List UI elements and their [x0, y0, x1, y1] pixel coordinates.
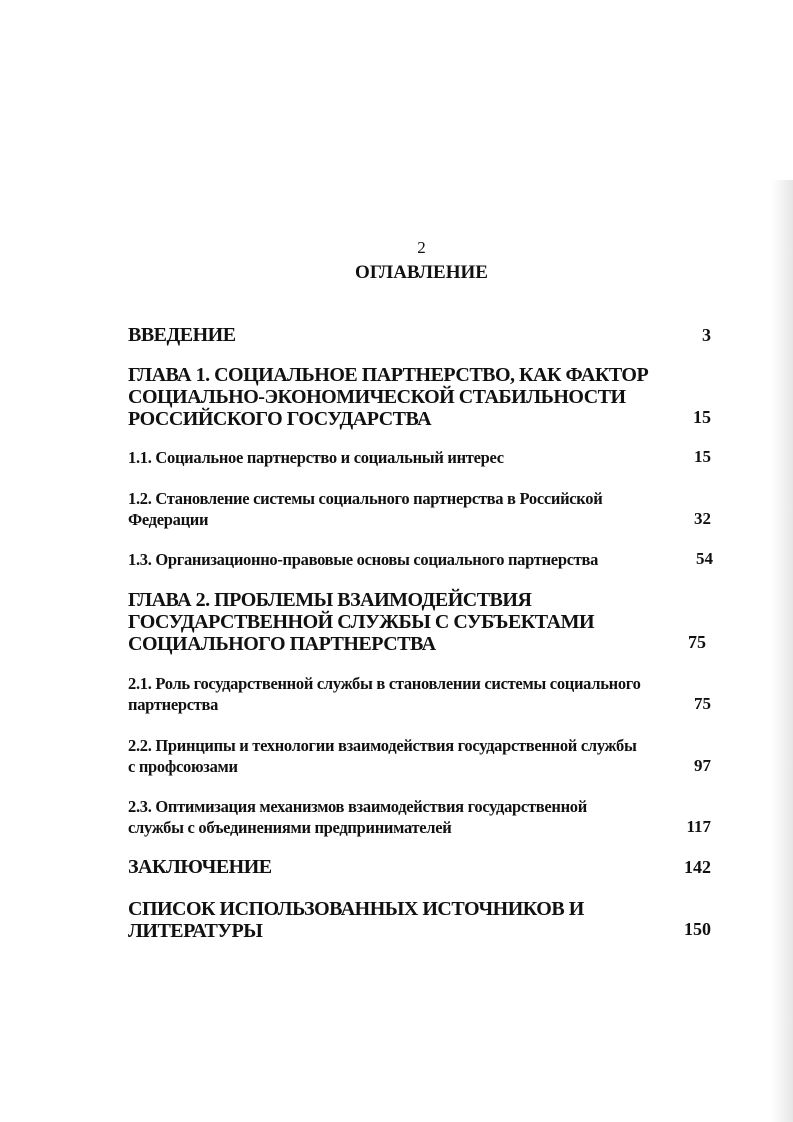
toc-entry-page: 142 — [684, 857, 711, 877]
toc-entry-text: 2.1. Роль государственной службы в становлении системы социального — [128, 674, 641, 693]
toc-entry-text: 2.3. Оптимизация механизмов взаимодействия государственной — [128, 797, 587, 816]
toc-entry-page: 3 — [702, 325, 711, 345]
toc-entry-text: 1.3. Организационно-правовые основы социального партнерства — [128, 550, 599, 569]
toc-entry-text: ГЛАВА 1. СОЦИАЛЬНОЕ ПАРТНЕРСТВО, КАК ФАКТОР — [128, 364, 649, 386]
toc-entry-text: СОЦИАЛЬНОГО ПАРТНЕРСТВА — [128, 633, 436, 655]
toc-title: ОГЛАВЛЕНИЕ — [355, 262, 488, 283]
toc-entry-page: 54 — [696, 549, 713, 568]
toc-entry-text: ЛИТЕРАТУРЫ — [128, 920, 263, 942]
toc-entry-introduction[interactable] — [128, 324, 236, 346]
toc-entry-section-1-3[interactable] — [128, 549, 598, 570]
toc-entry-page: 117 — [686, 817, 711, 836]
toc-entry-text: Федерации — [128, 510, 209, 529]
toc-entry-text: СПИСОК ИСПОЛЬЗОВАННЫХ ИСТОЧНИКОВ И — [128, 898, 584, 920]
toc-entry-text: партнерства — [128, 695, 219, 714]
toc-entry-page: 32 — [694, 509, 711, 528]
toc-entry-text: РОССИЙСКОГО ГОСУДАРСТВА — [128, 408, 432, 430]
toc-entry-page: 75 — [694, 694, 711, 713]
toc-entry-section-2-2[interactable] — [128, 735, 637, 777]
toc-entry-bibliography[interactable] — [128, 898, 584, 942]
toc-entry-section-1-2[interactable] — [128, 488, 602, 530]
toc-entry-text: 2.2. Принципы и технологии взаимодействия государственной службы — [128, 736, 637, 755]
toc-entry-text: ГОСУДАРСТВЕННОЙ СЛУЖБЫ С СУБЪЕКТАМИ — [128, 611, 595, 633]
toc-entry-page: 97 — [694, 756, 711, 775]
toc-entry-chapter-1[interactable] — [128, 364, 648, 430]
toc-entry-page: 15 — [694, 447, 711, 466]
toc-entry-section-2-1[interactable] — [128, 673, 641, 715]
toc-entry-text: службы с объединениями предпринимателей — [128, 818, 452, 837]
toc-entry-text: с профсоюзами — [128, 757, 238, 776]
toc-entry-text: 1.1. Социальное партнерство и социальный интерес — [128, 448, 504, 467]
scan-edge-shadow — [771, 180, 793, 1122]
toc-entry-text: ВВЕДЕНИЕ — [128, 324, 236, 346]
toc-entry-page: 15 — [693, 407, 711, 427]
page-number: 2 — [417, 238, 426, 257]
toc-entry-text: ГЛАВА 2. ПРОБЛЕМЫ ВЗАИМОДЕЙСТВИЯ — [128, 589, 532, 611]
toc-entry-conclusion[interactable] — [128, 856, 272, 878]
toc-entry-page: 75 — [688, 632, 706, 652]
toc-entry-text: ЗАКЛЮЧЕНИЕ — [128, 856, 272, 878]
toc-entry-text: 1.2. Становление системы социального партнерства в Российской — [128, 489, 603, 508]
toc-entry-section-1-1[interactable] — [128, 447, 504, 468]
toc-entry-page: 150 — [684, 919, 711, 939]
toc-entry-chapter-2[interactable] — [128, 589, 594, 655]
toc-entry-text: СОЦИАЛЬНО-ЭКОНОМИЧЕСКОЙ СТАБИЛЬНОСТИ — [128, 386, 626, 408]
toc-entry-section-2-3[interactable] — [128, 796, 587, 838]
